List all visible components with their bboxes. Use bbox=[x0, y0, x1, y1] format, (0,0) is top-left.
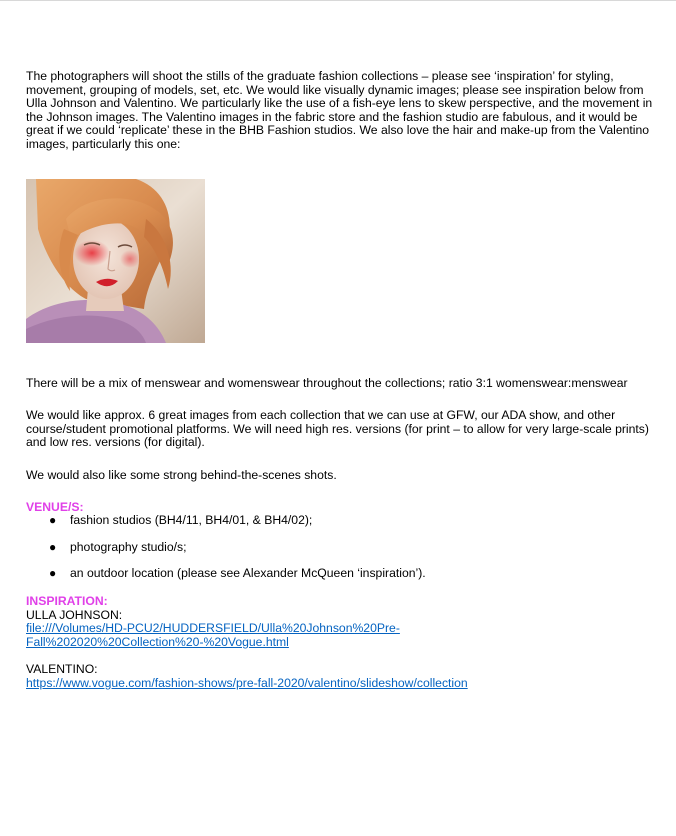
list-item bbox=[26, 514, 666, 528]
bullet-icon: ● bbox=[49, 513, 57, 528]
venue-item-text: fashion studios (BH4/11, BH4/01, & BH4/02); bbox=[70, 513, 313, 528]
model-photo bbox=[26, 179, 205, 343]
list-item bbox=[26, 541, 666, 555]
ulla-label: ULLA JOHNSON: bbox=[26, 607, 123, 622]
venue-list bbox=[26, 514, 666, 581]
venue-heading: VENUE/S: bbox=[26, 499, 84, 514]
bullet-icon: ● bbox=[49, 566, 57, 581]
venue-item-text: photography studio/s; bbox=[70, 539, 187, 554]
bullet-icon: ● bbox=[49, 539, 57, 554]
venue-item-text: an outdoor location (please see Alexander McQueen ‘inspiration’). bbox=[70, 566, 426, 581]
list-item bbox=[26, 567, 666, 581]
valentino-link[interactable]: https://www.vogue.com/fashion-shows/pre-fall-2020/valentino/slideshow/collection bbox=[26, 675, 468, 690]
ulla-link-line-1: file:///Volumes/HD-PCU2/HUDDERSFIELD/Ulla%20Johnson%20Pre- bbox=[26, 621, 400, 636]
behind-the-scenes-paragraph: We would also like some strong behind-the-scenes shots. bbox=[26, 467, 337, 482]
ulla-johnson-link[interactable] bbox=[26, 621, 400, 649]
intro-paragraph: The photographers will shoot the stills of the graduate fashion collections – please see ‘inspiration’ for styling, movement, grouping of models, set, etc. We would like visually dynamic images; please see inspiration below from Ulla Johnson and Valentino. We particularly like the use of a fish-eye lens to skew perspective, and the movement in the Johnson images. The Valentino images in the fabric store and the fashion studio are fabulous, and it would be great if we could ‘replicate’ these in the BHB Fashion studios. We also love the hair and make-up from the Valentino images, particularly this one: bbox=[26, 69, 653, 151]
document-body bbox=[26, 70, 666, 690]
valentino-label: VALENTINO: bbox=[26, 662, 98, 677]
ulla-link-line-2: Fall%202020%20Collection%20-%20Vogue.html bbox=[26, 634, 289, 649]
inspiration-heading: INSPIRATION: bbox=[26, 593, 108, 608]
top-divider bbox=[0, 0, 676, 1]
approx-paragraph: We would like approx. 6 great images from each collection that we can use at GFW, our ADA show, and other course/student promotional platforms. We will need high res. versions (for print – to allow for very large-scale prints) and low res. versions (for digital). bbox=[26, 408, 649, 450]
mix-paragraph: There will be a mix of menswear and womenswear throughout the collections; ratio 3:1 womenswear:menswear bbox=[26, 375, 628, 390]
